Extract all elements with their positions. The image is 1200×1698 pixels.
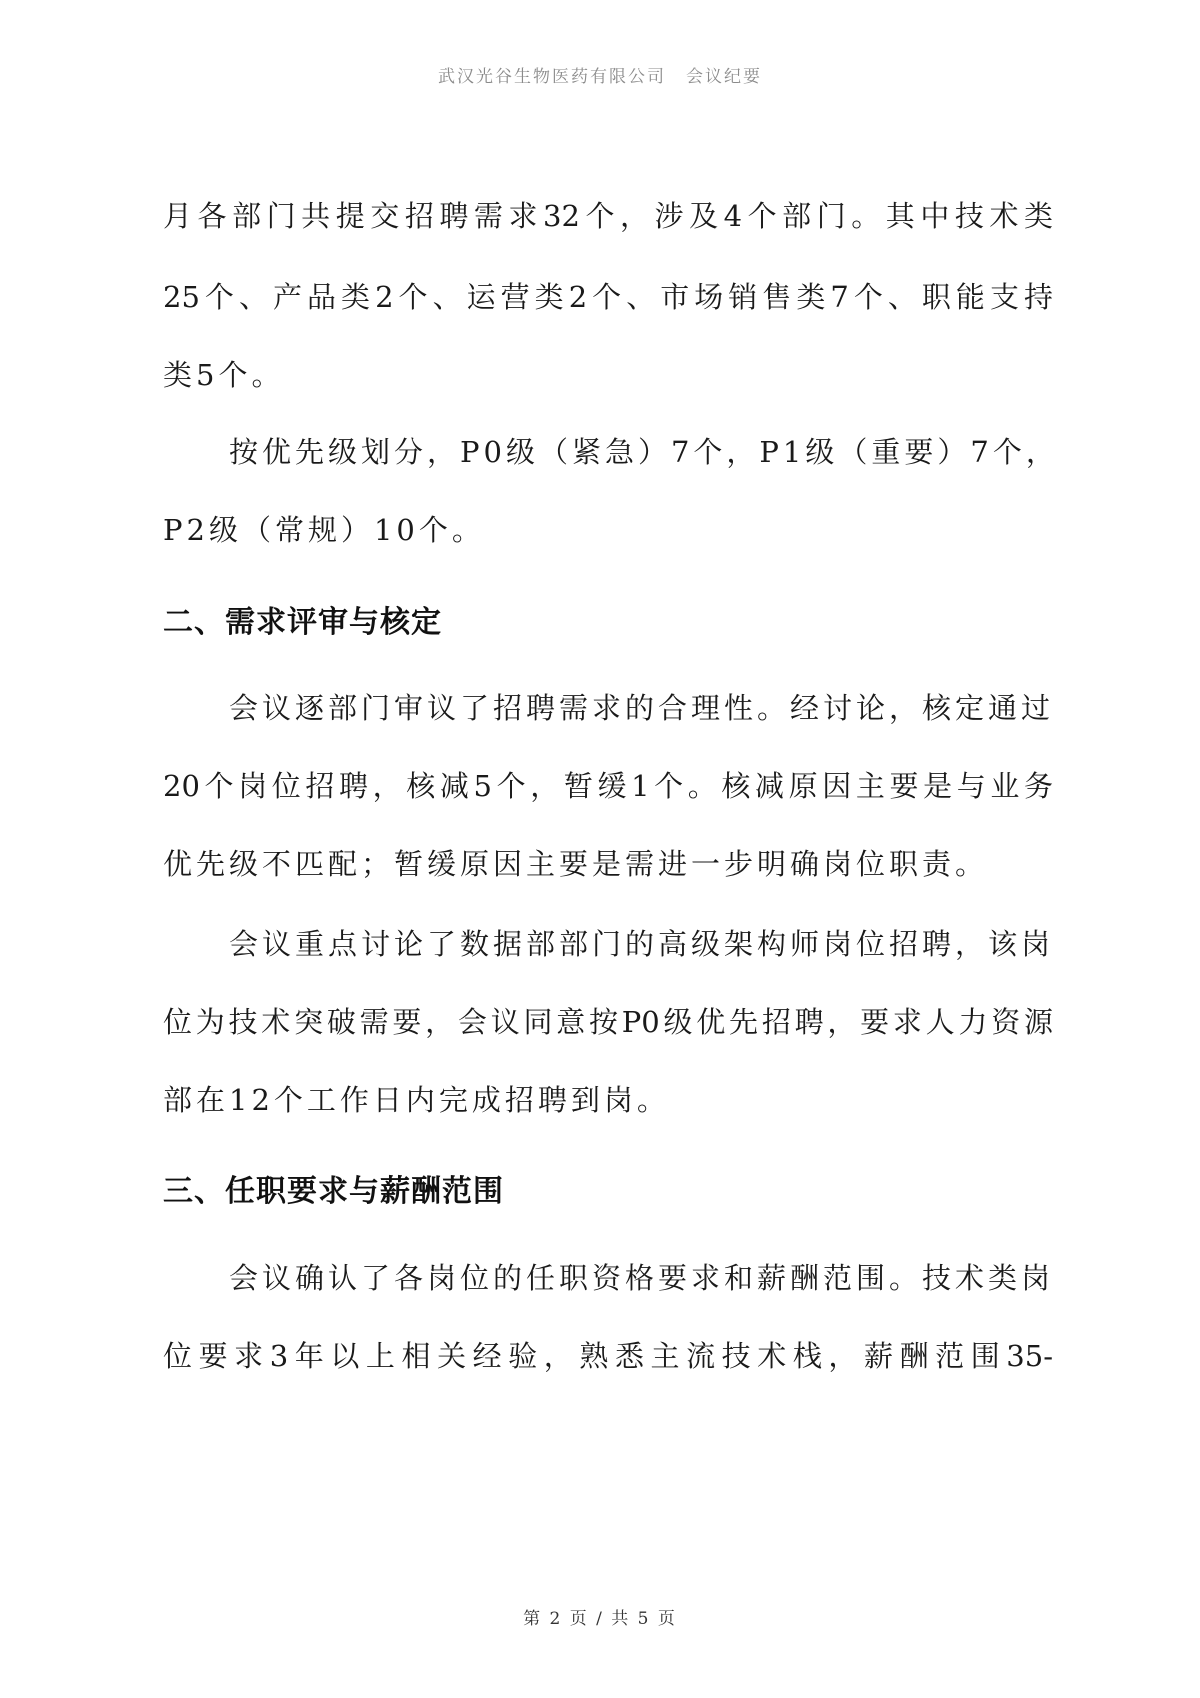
section-heading-2: 二、需求评审与核定 [163,605,442,640]
paragraph-line: P2级（常规）10个。 [163,513,485,547]
section-heading-3: 三、任职要求与薪酬范围 [163,1174,504,1209]
header-doc-type: 会议纪要 [686,67,762,87]
paragraph-line: 类5个。 [163,358,285,392]
paragraph-line: 部在12个工作日内完成招聘到岗。 [163,1083,670,1117]
paragraph-line: 按优先级划分，P0级（紧急）7个，P1级（重要）7个， [229,435,1059,469]
paragraph-line: 会议确认了各岗位的任职资格要求和薪酬范围。技术类岗 [229,1261,1055,1295]
page-header [0,62,1200,87]
page-number: 第 2 页 / 共 5 页 [523,1609,677,1629]
paragraph-line: 位要求3年以上相关经验，熟悉主流技术栈，薪酬范围35- [163,1339,1053,1373]
header-company: 武汉光谷生物医药有限公司 [438,67,666,87]
paragraph-line: 月各部门共提交招聘需求32个，涉及4个部门。其中技术类 [163,199,1053,233]
paragraph-line: 位为技术突破需要，会议同意按P0级优先招聘，要求人力资源 [163,1005,1053,1039]
paragraph-line: 优先级不匹配；暂缓原因主要是需进一步明确岗位职责。 [163,847,989,881]
paragraph-line: 20个岗位招聘，核减5个，暂缓1个。核减原因主要是与业务 [163,769,1053,803]
paragraph-line: 会议重点讨论了数据部部门的高级架构师岗位招聘，该岗 [229,927,1055,961]
paragraph-line: 会议逐部门审议了招聘需求的合理性。经讨论，核定通过 [229,691,1055,725]
paragraph-line: 25个、产品类2个、运营类2个、市场销售类7个、职能支持 [163,280,1053,314]
